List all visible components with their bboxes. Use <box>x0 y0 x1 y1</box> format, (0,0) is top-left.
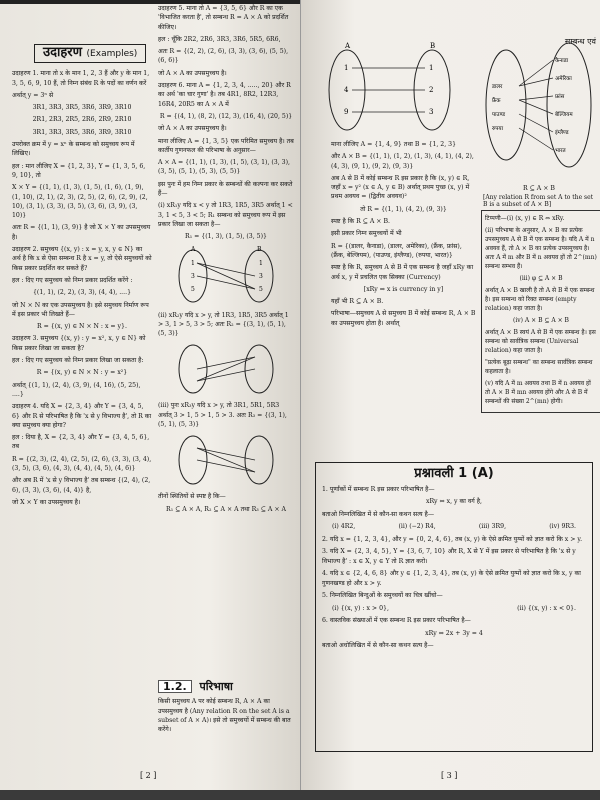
point-label: 1 <box>429 64 434 72</box>
text-line: हल : दिए गए समुच्चय को निम्न प्रकार लिखा जा सकता है: <box>12 357 144 365</box>
relation-diagram-currency <box>481 30 596 180</box>
text-line: परिभाषा—समुच्चय A से समुच्चय B में कोई सम्बन्ध R, A × B का उपसमुच्चय होता है। अर्थात् <box>331 310 476 327</box>
exercise-box <box>315 462 593 752</box>
text-line: हल : दिए गए समुच्चय को निम्न प्रकार प्रदर्शित करेंगे : <box>12 276 133 284</box>
equation: [xRy ⇒ x is currency in y] <box>363 285 444 293</box>
text-line: अब A से B में कोई सम्बन्ध R इस प्रकार है कि (x, y) ∈ R, जहाँ x = y² (x ∈ A, y ∈ B) अर्थात् प्रथम पुच्छ (x, y) में प्रथम अवयव = (द्वितीय अवयव)² <box>331 174 470 201</box>
note-line: (v) यदि A में m अवयव तथा B में n अवयव हों तो A × B में mn अवयव होंगे और A से B में सम्बन्धों की संख्या 2^(mn) होगी। <box>485 380 591 405</box>
set-a-label: A <box>191 245 196 253</box>
text-line: अतः R = {(1, 1), (3, 9)} है जो X × Y का उपसमुच्चय है। <box>12 224 151 241</box>
text-line: R = {(2, 3), (2, 4), (2, 5), (2, 6), (3, 3), (3, 4), (3, 5), (3, 6), (4, 3), (4, 4), (4, 5), (4, 6)} <box>12 455 152 472</box>
q1-options <box>332 522 576 532</box>
left-column <box>12 44 152 510</box>
point-label: 9 <box>344 108 349 116</box>
option: (i) {(x, y) : x > 0}, <box>332 604 389 612</box>
running-head: सम्बन्ध एवं <box>564 37 596 46</box>
equation: R = {(x, y) ∈ N × N : x = y}. <box>37 323 127 331</box>
section-title: परिभाषा <box>199 680 233 693</box>
equation: R = {(4, 1), (8, 2), (12, 3), (16, 4), (20, 5)} <box>159 112 293 120</box>
text-line: स्पष्ट है कि R ⊆ A × B. <box>331 218 390 226</box>
caption-relation: R ⊆ A × B <box>523 185 555 192</box>
text-line: माना लीजिए A = {1, 4, 9} तथा B = {1, 2, 3} <box>331 141 457 148</box>
relation-diagram-squares <box>307 40 477 140</box>
caption-relation-en: [Any relation R from set A to the set B is a subset of A × B] <box>483 194 594 208</box>
set-b-label: B <box>430 42 436 50</box>
text-line: इसी प्रकार निम्न समुच्चयों में भी <box>331 230 402 238</box>
country-label: कैनाडा <box>555 58 569 64</box>
point-label: 2 <box>429 86 434 94</box>
option: (iv) 9R3. <box>549 523 576 530</box>
point-label: 5 <box>191 285 195 293</box>
set-b-label: B <box>257 245 262 253</box>
examples-header-sub: (Examples) <box>86 49 138 59</box>
text-line: जो A × A का उपसमुच्चय है। <box>158 125 227 133</box>
point-label: 3 <box>429 108 434 116</box>
equation: 2R1, 2R3, 2R5, 2R6, 2R9, 2R10 <box>32 116 132 124</box>
text-line: अतः R = {(2, 2), (2, 6), (3, 3), (3, 6), (5, 5), (6, 6)} <box>158 48 289 65</box>
examples-header-title: उदाहरण <box>43 45 83 60</box>
section-number: 1.2. <box>158 680 192 693</box>
equation: 3R1, 3R3, 3R5, 3R6, 3R9, 3R10 <box>32 104 132 112</box>
currency-label: फ्रैंक <box>492 98 501 104</box>
equation: {(1, 1), (2, 2), (3, 3), (4, 4), ....} <box>32 289 131 297</box>
equation: R₁ = {(1, 3), (1, 5), (3, 5)} <box>185 233 267 241</box>
text-line: (ii) xR₂y यदि x > y, तो 1R3, 1R5, 3R5 अर्थात् 1 > 3, 1 > 5, 3 > 5; अतः R₂ = {(3, 1), (5, 1), (5, 3)} <box>158 311 289 338</box>
set-a-label: A <box>345 42 351 50</box>
currency-label: डालर <box>492 84 503 90</box>
text-line: हल : दिया है, X = {2, 3, 4} और Y = {3, 4, 5, 6}, तब <box>12 434 150 451</box>
point-label: 4 <box>344 86 349 94</box>
note-line: (iii) φ ⊆ A × B <box>519 275 563 282</box>
option: (ii) {(x, y) : x < 0}. <box>517 604 576 612</box>
country-label: बेल्जियम <box>555 112 573 118</box>
page-number-left: [ 2 ] <box>140 771 157 780</box>
question-line: 4. यदि x ∈ {2, 4, 6, 8} और y ∈ {1, 2, 3, 4}, तब (x, y) के ऐसे क्रमित युग्मों को ज्ञात करो कि x, y का गुणनखण्ड हो और x > y. <box>322 570 581 587</box>
question-line: 6. वास्तविक संख्याओं में एक सम्बन्ध R इस प्रकार परिभाषित है— <box>322 617 471 624</box>
text-line: माना लीजिए A = {1, 3, 5} एक परिमित समुच्चय है। तब कार्तीय गुणनफल की परिभाषा के अनुसार— <box>158 137 294 154</box>
text-line: A × A = {(1, 1), (1, 3), (1, 5), (3, 1), (3, 3), (3, 5), (5, 1), (5, 3), (5, 5)} <box>158 159 290 176</box>
equation: R₁ ⊆ A × A, R₂ ⊆ A × A तथा R₃ ⊆ A × A <box>166 505 286 513</box>
relation-diagram-2 <box>171 341 281 397</box>
relation-diagram-3 <box>171 432 281 488</box>
note-line: अर्थात् A × B स्वयं A से B में एक सम्बन्ध है। इस सम्बन्ध को सार्वत्रिक सम्बन्ध (Universal relation) कहा जाता है। <box>485 329 596 354</box>
question-line: बताओ निम्नलिखित में से कौन-सा कथन सत्य है— <box>322 510 435 518</box>
question-line: xRy ⇔ x, y का वर्ग है, <box>425 498 482 505</box>
text-line: उदाहरण 4. यदि X = {2, 3, 4} और Y = {3, 4, 5, 6} और R से परिभाषित है कि 'x से y विभाज्य है', तो R का क्या समुच्चय क्या होगा? <box>12 403 152 429</box>
text-line: हल : मान लीजिए X = {1, 2, 3}, Y = {1, 3, 5, 6, 9, 10}, तो <box>12 162 146 179</box>
text-line: उदाहरण 5. माना तो A = {3, 5, 6} और R का एक 'विभाजित करता है', तो सम्बन्ध R = A × A को प्रदर्शित कीजिए। <box>158 5 289 31</box>
text-line: तीनों स्थितियों से स्पष्ट है कि— <box>158 493 226 501</box>
right-page <box>301 0 600 790</box>
question-line: बताओ अधोलिखित में से कौन-सा कथन सत्य है— <box>322 642 434 649</box>
text-line: अर्थात् {(1, 1), (2, 4), (3, 9), (4, 16), (5, 25), ....} <box>12 381 141 398</box>
text-line: स्पष्ट है कि R, समुच्चय A से B में एक सम्बन्ध है जहाँ xRy का अर्थ x, y में प्रचलित एक सिक्का (Currency) <box>331 264 474 281</box>
examples-header <box>34 44 146 63</box>
question-line: 3. यदि X = {2, 3, 4, 5}, Y = {3, 6, 7, 10} और R, X से Y में इस प्रकार से परिभाषित है कि 'x से y विभाज्य है' : x ∈ X, y ∈ Y तो R ज्ञात करो। <box>322 548 576 565</box>
text-line: उदाहरण 2. समुच्चय {(x, y) : x = y, x, y ∈ N} का अर्थ है कि x से ऐसा सम्बन्ध R है x = y, तो ऐसे समुच्चयों को किस प्रकार प्रदर्शित कर सकते हैं? <box>12 246 152 272</box>
text-line: और A × B = {(1, 1), (1, 2), (1, 3), (4, 1), (4, 2), (4, 3), (9, 1), (9, 2), (9, 3)} <box>331 153 474 170</box>
note-line: अर्थात् A × B खाली है तो A से B में एक सम्बन्ध है। इस सम्बन्ध को रिक्त सम्बन्ध (empty relation) कहा जाता है। <box>485 287 595 312</box>
option: (iii) 3R9, <box>478 523 507 530</box>
definition-section <box>158 680 294 737</box>
country-label: फ्रांस <box>555 94 565 100</box>
country-label: इंग्लैण्ड <box>555 130 569 136</box>
text-line: अर्थात् y = 3ⁿ से <box>12 91 54 99</box>
country-label: अमेरिका <box>555 76 572 82</box>
relation-diagram-1 <box>171 245 281 307</box>
text-line: X × Y = {(1, 1), (1, 3), (1, 5), (1, 6), (1, 9), (1, 10), (2, 1), (2, 3), (2, 5), (2, 6), (2, 9), (2, 10), (3, 1), (3, 3), (3, 5), (3, 6), (3, 9), (3, 10)} <box>12 184 148 220</box>
page-number-right: [ 3 ] <box>441 771 458 780</box>
text-line: उदाहरण 6. माना A = {1, 2, 3, 4, ....., 20} और R का अर्थ 'का चार गुणा' है। तब 4R1, 8R2, 12R3, 16R4, 20R5 का A × A में <box>158 82 291 108</box>
note-line: टिप्पणी—(i) (x, y) ∈ R ⇔ xRy. <box>485 215 565 222</box>
text-line: जो A × A का उपसमुच्चय है। <box>158 69 227 77</box>
option: (ii) (−2) R4, <box>398 523 436 530</box>
point-label: 5 <box>259 285 263 293</box>
section-heading <box>158 680 294 693</box>
left-page <box>0 0 301 790</box>
note-line: (ii) परिभाषा के अनुसार, A × B का प्रत्येक उपसमुच्चय A से B में एक सम्बन्ध है। यदि A में n अवयव हैं, तो A × B का प्रत्येक उपसमुच्चय है। अतः A में m और B में n अवयव हों तो 2^(mn) सम्बन्ध सम्भव हैं। <box>485 227 597 270</box>
text-line: उपरोक्त क्रम में y = xⁿ के सम्बन्ध को समुच्चय रूप में लिखिए। <box>12 141 135 158</box>
exercise-title: प्रश्नावली 1 (A) <box>414 466 494 481</box>
point-label: 1 <box>344 64 349 72</box>
diagram-caption <box>483 183 595 208</box>
question-line: xRy ⇔ 2x + 3y = 4 <box>425 629 483 637</box>
question-line: 1. पूर्णांकों में सम्बन्ध R इस प्रकार परिभाषित है— <box>322 485 435 493</box>
equation: 3R1, 3R3, 3R5, 3R6, 3R9, 3R10 <box>32 128 132 136</box>
right-text-column <box>331 140 476 331</box>
equation: R = {(x, y) ∈ N × N : y = x²} <box>36 369 128 377</box>
text-line: जो X × Y का उपसमुच्चय है। <box>12 498 81 506</box>
note-box <box>481 210 600 413</box>
point-label: 3 <box>259 272 263 280</box>
question-line: 5. निम्नलिखित बिन्दुओं के समुच्चयों का चित्र खींचो— <box>322 592 443 599</box>
currency-label: पाउण्ड <box>492 112 506 118</box>
section-text: किसी समुच्चय A पर कोई सम्बन्ध R, A × A का उपसमुच्चय है (Any relation R on the set A is a subset of A × A)। इसे तो समुच्चयों में सम्बन्ध की बात करेंगे। <box>158 698 291 734</box>
text-line: जो N × N का एक उपसमुच्चय है। इसे समुच्चय निर्माण रूप में इस प्रकार भी लिखते हैं— <box>12 301 149 318</box>
text-line: (iii) पुनः xR₃y यदि x > y, तो 3R1, 5R1, 5R3 अर्थात् 3 > 1, 5 > 1, 5 > 3. अतः R₃ = {(3, 1), (5, 1), (5, 3)} <box>158 402 287 429</box>
text-line: और अब R में 'x से y विभाज्य है' तब सम्बन्ध {(2, 4), (2, 6), (3, 3), (3, 6), (4, 4)} है, <box>12 477 151 494</box>
text-line: यहाँ भी R ⊆ A × B. <box>331 298 384 306</box>
text-line: (i) xR₁y यदि x < y तो 1R3, 1R5, 3R5 अर्थात् 1 < 3, 1 < 5, 3 < 5; R₁ सम्बन्ध को समुच्चय रूप में इस प्रकार लिखा जा सकता है— <box>158 202 293 228</box>
point-label: 3 <box>191 272 195 280</box>
question-line: 2. यदि x = {1, 2, 3, 4}, और y = {0, 2, 4, 6}, तब (x, y) के ऐसे क्रमित युग्मों को ज्ञात करो कि x > y. <box>322 535 583 543</box>
point-label: 1 <box>191 259 195 267</box>
currency-label: रुपया <box>492 126 504 132</box>
note-line: (iv) A × B ⊆ A × B <box>513 317 569 324</box>
text-line: इस पुनः में हम निम्न प्रकार के सम्बन्धों की कल्पना कर सकते हैं— <box>158 180 293 198</box>
text-line: R = {(डालर, कैनाडा), (डालर, अमेरिका), (फ्रैंक, फ्रांस), (फ्रैंक, बेल्जियम), (पाउण्ड, इंग्लैण्ड), (रुपया, भारत)} <box>331 242 462 259</box>
equation: तो R = {(1, 1), (4, 2), (9, 3)} <box>360 205 447 213</box>
middle-column <box>158 4 294 517</box>
country-label: भारत <box>555 148 566 154</box>
note-line: "प्रत्येक बूढ़ा सम्बन्ध" का सम्बन्ध सार्वत्रिक सम्बन्ध कहलाता है। <box>485 359 593 375</box>
option: (i) 4R2, <box>332 523 356 530</box>
point-label: 1 <box>259 259 263 267</box>
text-line: उदाहरण 3. समुच्चय {(x, y) : y = x², x, y ∈ N} को किस प्रकार लिखा जा सकता है? <box>12 335 146 352</box>
text-line: हल : चूँकि 2R2, 2R6, 3R3, 3R6, 5R5, 6R6, <box>158 35 281 43</box>
q5-options <box>332 604 576 614</box>
text-line: उदाहरण 1. माना तो x के मान 1, 2, 3 हैं और y के मान 1, 3, 5, 6, 9, 10 हैं, तो निम्न संबंध R के पदों का वर्णन करें <box>12 70 150 87</box>
